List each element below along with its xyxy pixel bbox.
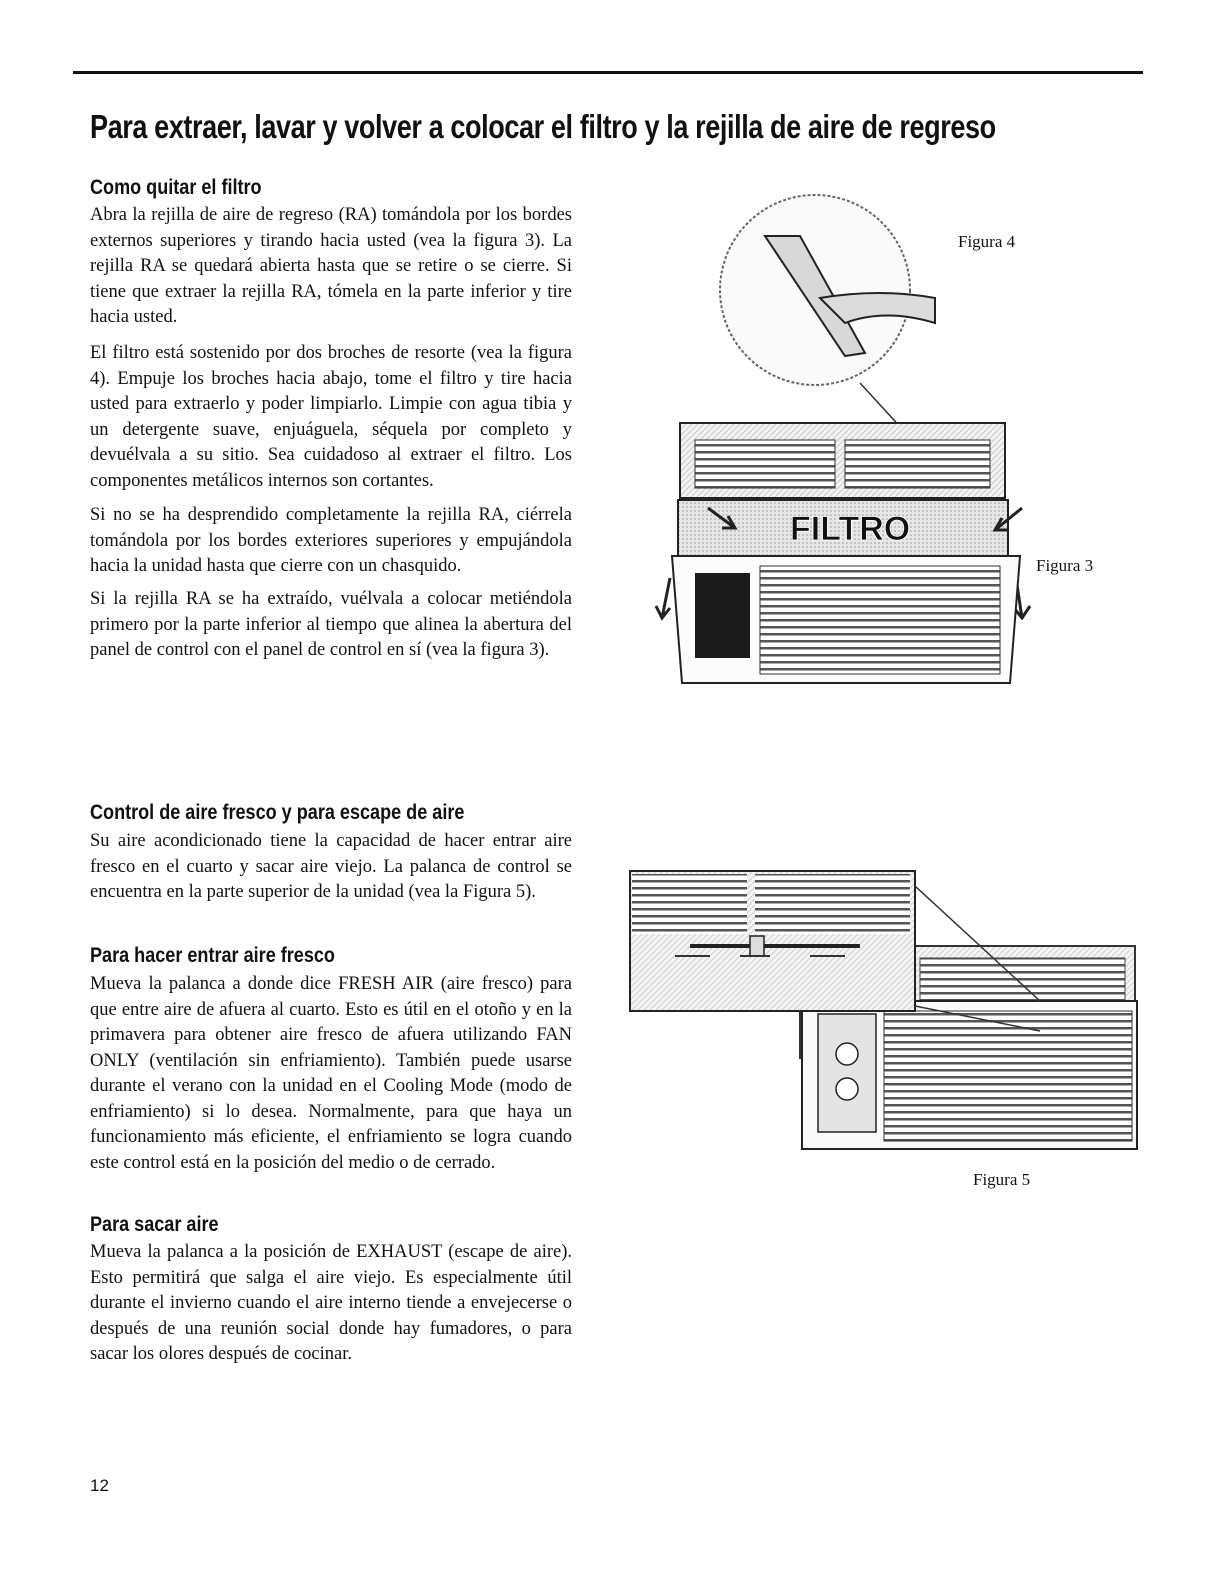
filter-label: FILTRO — [790, 510, 911, 548]
paragraph-close-grille: Si no se ha desprendido completamente la rejilla RA, ciérrela tomándola por los bordes exteriores superiores y empujándola hacia la unidad hasta que cierre con un chasquido. — [90, 505, 572, 576]
figure-4-caption: Figura 4 — [958, 232, 1016, 251]
figure-3-caption: Figura 3 — [1036, 556, 1094, 575]
heading-fresh-air: Para hacer entrar aire fresco — [90, 944, 335, 967]
figure-3-4-illustration — [650, 178, 1050, 690]
top-rule — [73, 71, 1143, 74]
paragraph-exhaust: Mueva la palanca a la posición de EXHAUST (escape de aire). Esto permitirá que salga el aire viejo. Es especialmente útil durante el invierno cuando el aire interno tiende a envejecerse o después de una reunión social donde hay fumadores, o para sacar los olores después de cocinar. — [90, 1242, 572, 1364]
heading-remove-filter: Como quitar el filtro — [90, 176, 262, 199]
figure-5-caption: Figura 5 — [973, 1170, 1031, 1189]
page-number: 12 — [90, 1476, 109, 1495]
paragraph-air-control: Su aire acondicionado tiene la capacidad de hacer entrar aire fresco en el cuarto y sacar aire viejo. La palanca de control se encuentra en la parte superior de la unidad (vea la Figura 5). — [90, 831, 572, 902]
paragraph-open-grille: Abra la rejilla de aire de regreso (RA) tomándola por los bordes externos superiores y tirando hacia usted (vea la figura 3). La rejilla RA se quedará abierta hasta que se retire o se cierre. Si tiene que extraer la rejilla RA, tómela en la parte inferior y tire hacia usted. — [90, 205, 572, 327]
figure-5-illustration — [620, 866, 1145, 1158]
paragraph-filter-clips: El filtro está sostenido por dos broches de resorte (vea la figura 4). Empuje los broches hacia abajo, tome el filtro y tire hacia usted para extraerlo y poder limpiarlo. Limpie con agua tibia y un detergente suave, enjuáguela, séquela por completo y devuélvala a su sitio. Sea cuidadoso al extraer el filtro. Los componentes metálicos internos son cortantes. — [90, 343, 572, 491]
paragraph-replace-grille: Si la rejilla RA se ha extraído, vuélvala a colocar metiéndola primero por la parte inferior al tiempo que alinea la abertura del panel de control con el panel de control en sí (vea la figura 3). — [90, 589, 572, 660]
paragraph-fresh-air: Mueva la palanca a donde dice FRESH AIR (aire fresco) para que entre aire de afuera al cuarto. Esto es útil en el otoño y en la primavera para obtener aire fresco de afuera utilizando FAN ONLY (ventilación sin enfriamiento). También puede usarse durante el verano con la unidad en el Cooling Mode (modo de enfriamiento) si lo desea. Normalmente, para que haya un funcionamiento más eficiente, el enfriamiento se logra cuando este control está en la posición del medio o de cerrado. — [90, 974, 572, 1173]
page-title: Para extraer, lavar y volver a colocar el filtro y la rejilla de aire de regreso — [90, 108, 996, 145]
heading-air-control: Control de aire fresco y para escape de aire — [90, 801, 465, 824]
heading-exhaust: Para sacar aire — [90, 1213, 219, 1236]
